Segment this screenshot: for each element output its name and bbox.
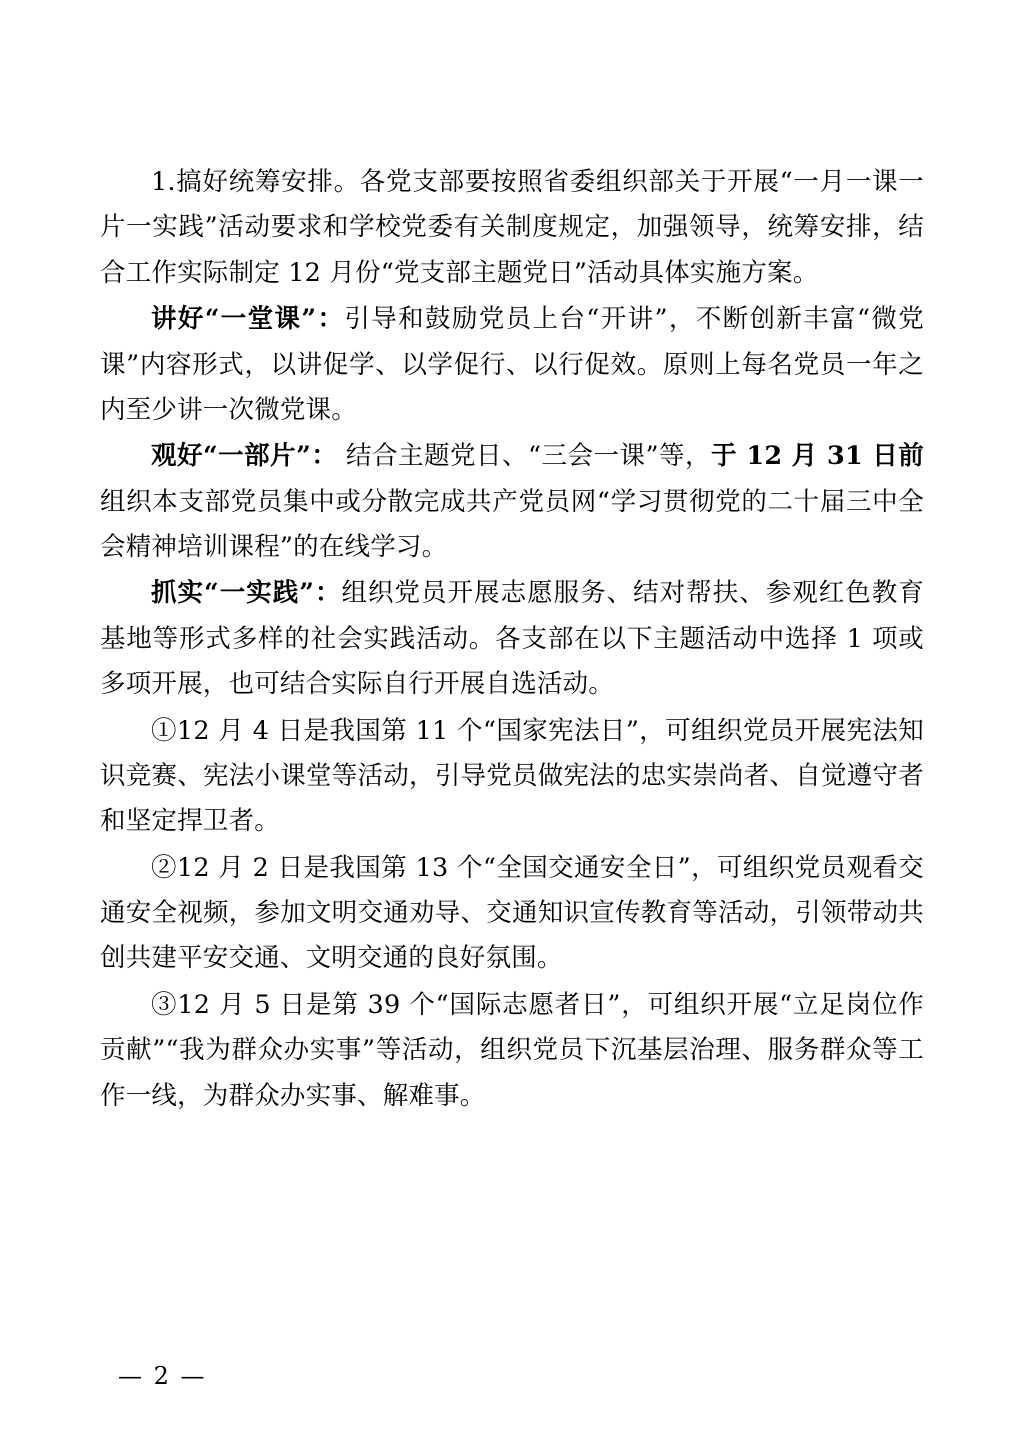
paragraph-6-text: ②12 月 2 日是我国第 13 个“全国交通安全日”，可组织党员观看交通安全视频，参加文明交通劝导、交通知识宣传教育等活动，引领带动共创共建平安交通、文明交通的良好氛围。 — [100, 852, 924, 974]
paragraph-2-text: 引导和鼓励党员上台“开讲”，不断创新丰富“微党课”内容形式，以讲促学、以学促行、以行促效。原则上每名党员一年之内至少讲一次微党课。 — [100, 304, 925, 425]
paragraph-2 — [100, 297, 924, 433]
page-number: — 2 — — [118, 1362, 207, 1390]
paragraph-3-emphasis: 于 12 月 31 日前 — [711, 441, 924, 472]
page-footer — [0, 1362, 1024, 1390]
paragraph-5-text: ①12 月 4 日是我国第 11 个“国家宪法日”，可组织党员开展宪法知识竞赛、宪法小课堂等活动，引导党员做宪法的忠实崇尚者、自觉遵守者和坚定捍卫者。 — [100, 715, 924, 837]
paragraph-3-text-after: 组织本支部党员集中或分散完成共产党员网“学习贯彻党的二十届三中全会精神培训课程”的在线学习。 — [100, 486, 924, 562]
paragraph-7-text: ③12 月 5 日是第 39 个“国际志愿者日”，可组织开展“立足岗位作贡献”“我为群众办实事”等活动，组织党员下沉基层治理、服务群众等工作一线，为群众办实事、解难事。 — [100, 989, 924, 1111]
paragraph-6 — [100, 846, 924, 982]
paragraph-3-text: 结合主题党日、“三会一课”等， — [337, 441, 712, 472]
paragraph-5 — [100, 709, 924, 845]
paragraph-3-lead: 观好“一部片”： — [151, 441, 338, 472]
paragraph-1-text: 各党支部要按照省委组织部关于开展“一月一课一片一实践”活动要求和学校党委有关制度规定，加强领导，统筹安排，结合工作实际制定 12 月份“党支部主题党日”活动具体实施方案。 — [100, 167, 924, 288]
paragraph-1 — [100, 160, 924, 296]
paragraph-4-text: 组织党员开展志愿服务、结对帮扶、参观红色教育基地等形式多样的社会实践活动。各支部在以下主题活动中选择 1 项或多项开展，也可结合实际自行开展自选活动。 — [100, 578, 925, 700]
paragraph-4-lead: 抓实“一实践”： — [151, 578, 342, 609]
paragraph-1-lead: 1.搞好统筹安排。 — [151, 167, 360, 197]
paragraph-2-lead: 讲好“一堂课”： — [151, 304, 345, 335]
paragraph-4 — [100, 571, 924, 707]
document-body — [100, 160, 924, 1119]
paragraph-3 — [100, 434, 924, 570]
paragraph-7 — [100, 983, 924, 1119]
